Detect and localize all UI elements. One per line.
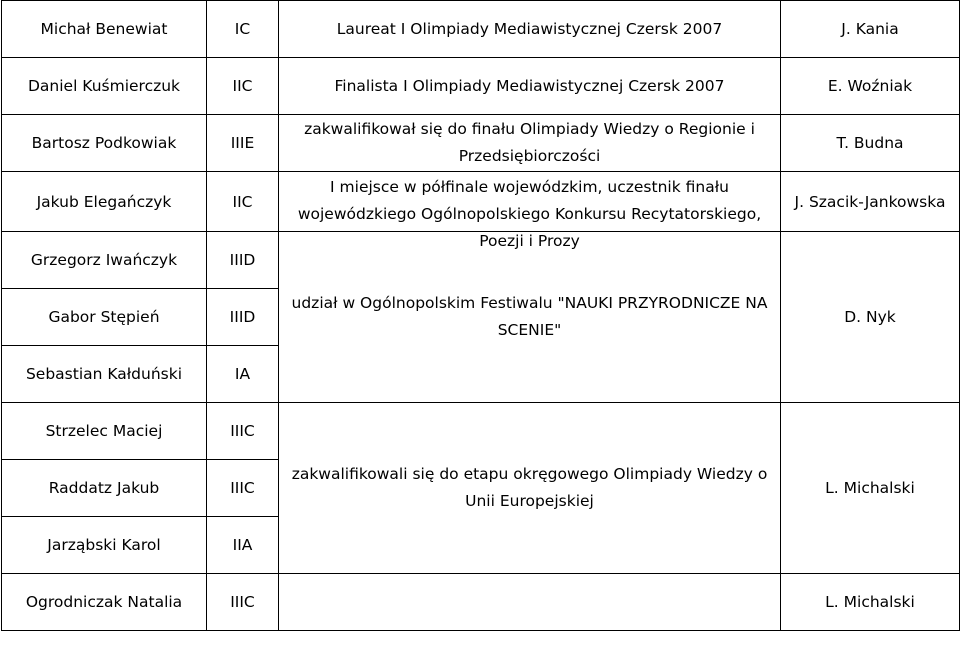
student-name: Jakub Elegańczyk [2, 172, 207, 232]
student-class: IIC [207, 172, 279, 232]
table-row [2, 172, 960, 232]
table-row [2, 115, 960, 172]
awards-table [1, 0, 960, 631]
student-name: Jarząbski Karol [2, 517, 207, 574]
student-name: Raddatz Jakub [2, 460, 207, 517]
achievement-cell [279, 172, 781, 250]
group-achievement: udział w Ogólnopolskim Festiwalu "NAUKI PRZYRODNICZE NA SCENIE" [279, 232, 781, 403]
teacher: T. Budna [781, 115, 960, 172]
group-achievement: zakwalifikowali się do etapu okręgowego Olimpiady Wiedzy o Unii Europejskiej [279, 403, 781, 574]
achievement [279, 574, 781, 631]
table-row [2, 58, 960, 115]
student-name: Ogrodniczak Natalia [2, 574, 207, 631]
student-class: IA [207, 346, 279, 403]
student-class: IIID [207, 289, 279, 346]
achievement: zakwalifikował się do finału Olimpiady Wiedzy o Regionie i Przedsiębiorczości [279, 115, 781, 172]
teacher: E. Woźniak [781, 58, 960, 115]
student-class: IIIC [207, 460, 279, 517]
student-name: Sebastian Kałduński [2, 346, 207, 403]
student-name: Gabor Stępień [2, 289, 207, 346]
student-class: IIIC [207, 574, 279, 631]
achievement: I miejsce w półfinale wojewódzkim, uczestnik finału wojewódzkiego Ogólnopolskiego Konkursu Recytatorskiego, Poezji i Prozy [297, 178, 762, 250]
group-teacher: L. Michalski [781, 403, 960, 574]
achievement: Laureat I Olimpiady Mediawistycznej Czersk 2007 [279, 1, 781, 58]
student-class: IIIC [207, 403, 279, 460]
table-row [2, 1, 960, 58]
student-class: IIC [207, 58, 279, 115]
achievement: Finalista I Olimpiady Mediawistycznej Czersk 2007 [279, 58, 781, 115]
student-class: IIIE [207, 115, 279, 172]
student-class: IIID [207, 232, 279, 289]
student-name: Bartosz Podkowiak [2, 115, 207, 172]
table-row [2, 403, 960, 460]
student-name: Grzegorz Iwańczyk [2, 232, 207, 289]
student-name: Strzelec Maciej [2, 403, 207, 460]
group-teacher: D. Nyk [781, 232, 960, 403]
table-row [2, 574, 960, 631]
teacher: L. Michalski [781, 574, 960, 631]
student-name: Michał Benewiat [2, 1, 207, 58]
teacher: J. Kania [781, 1, 960, 58]
student-class: IIA [207, 517, 279, 574]
teacher: J. Szacik-Jankowska [781, 172, 960, 232]
student-class: IC [207, 1, 279, 58]
student-name: Daniel Kuśmierczuk [2, 58, 207, 115]
